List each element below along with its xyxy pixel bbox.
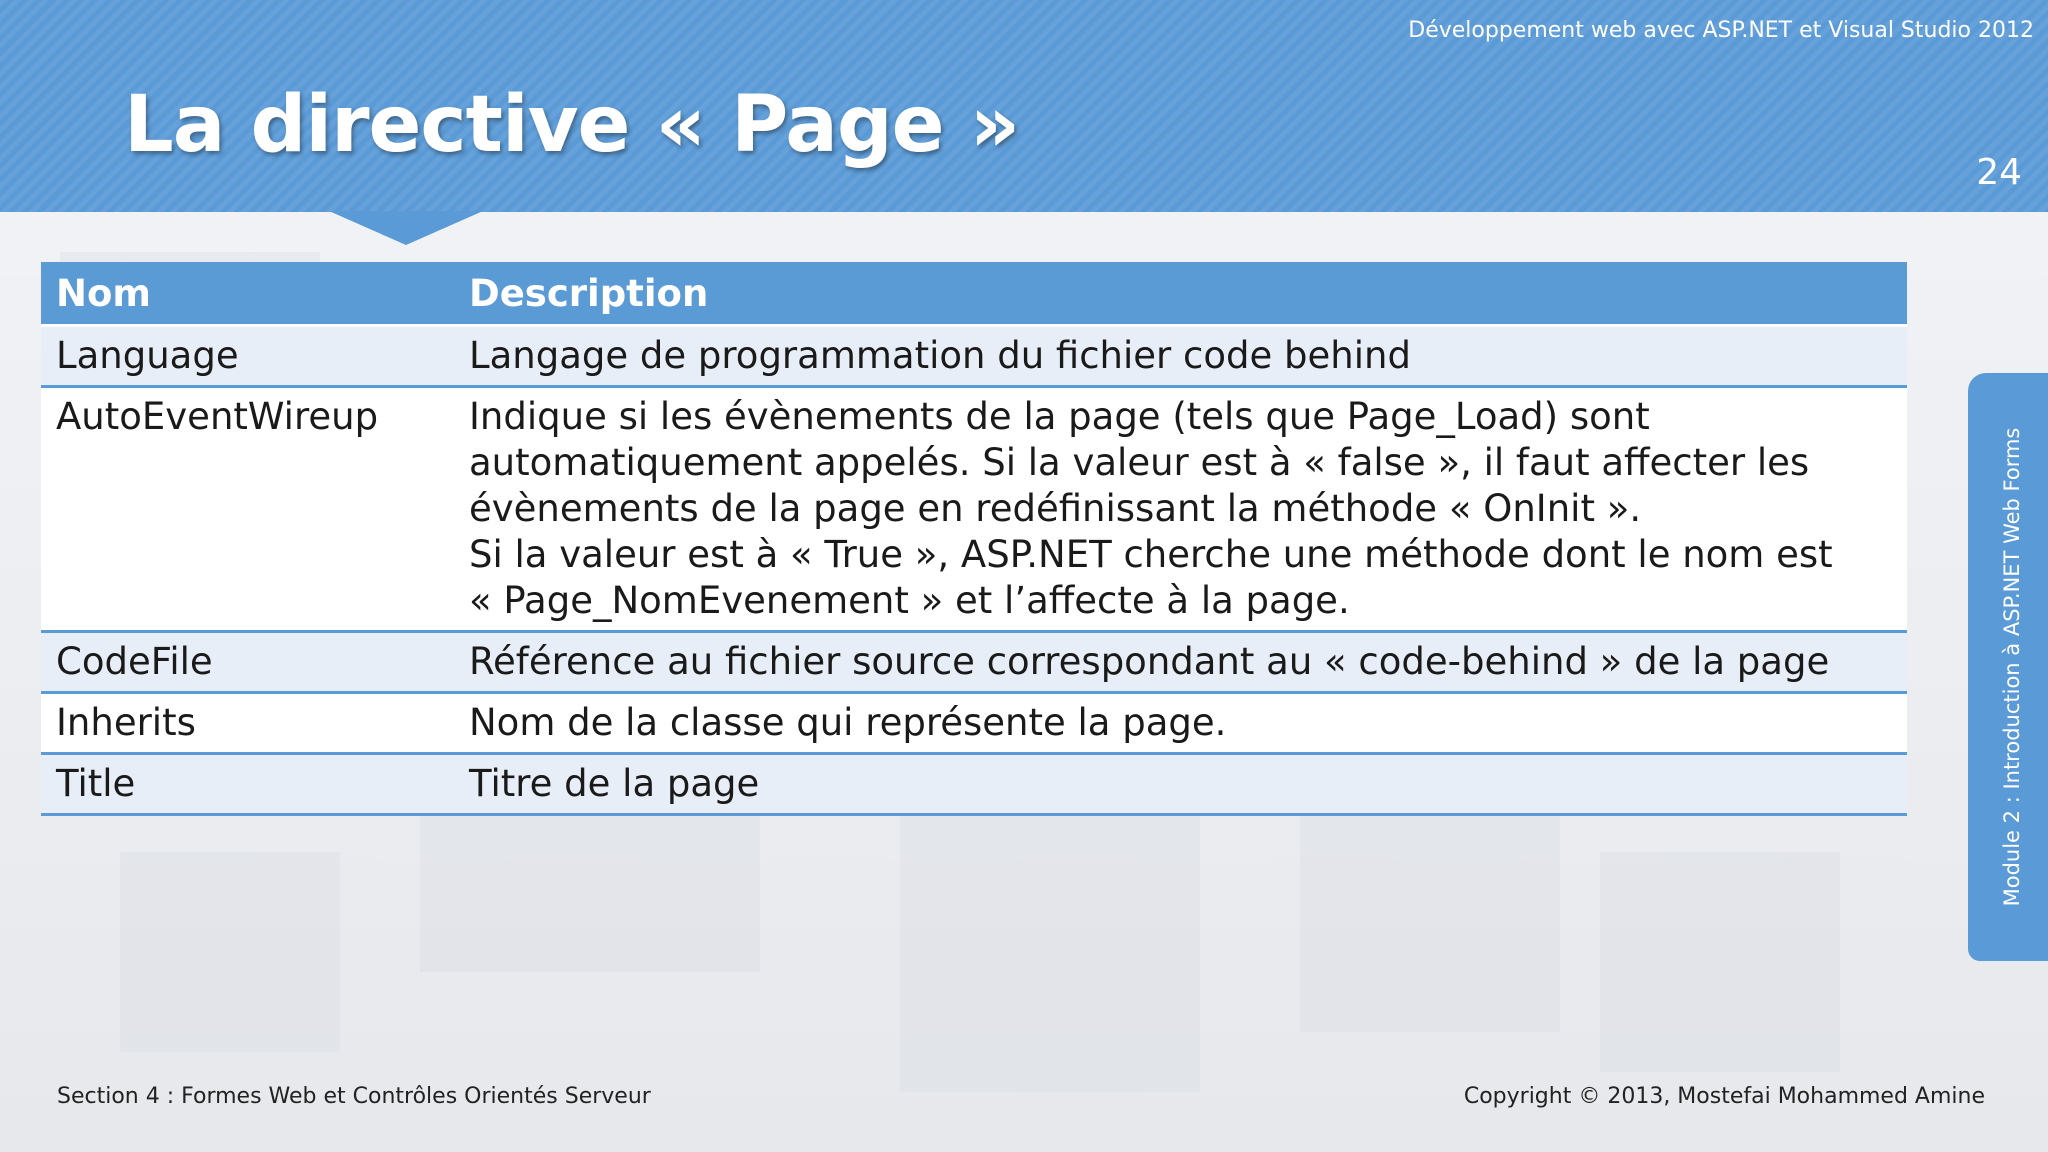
attribute-description bbox=[454, 754, 1907, 815]
table-row bbox=[41, 387, 1907, 632]
course-title: Développement web avec ASP.NET et Visual Studio 2012 bbox=[1408, 18, 2034, 43]
description-line: Si la valeur est à « True », ASP.NET cherche une méthode dont le nom est bbox=[469, 533, 1833, 576]
description-line: automatiquement appelés. Si la valeur est à « false », il faut affecter les bbox=[469, 441, 1810, 484]
description-line: Langage de programmation du fichier code behind bbox=[469, 334, 1411, 377]
attribute-description bbox=[454, 632, 1907, 693]
attribute-name: Language bbox=[41, 326, 454, 387]
description-line: évènements de la page en redéfinissant la méthode « OnInit ». bbox=[469, 487, 1642, 530]
table-row bbox=[41, 754, 1907, 815]
attribute-name: CodeFile bbox=[41, 632, 454, 693]
description-line: Référence au fichier source correspondant au « code-behind » de la page bbox=[469, 640, 1830, 683]
attribute-description bbox=[454, 326, 1907, 387]
column-header-description: Description bbox=[454, 262, 1907, 326]
description-line: Titre de la page bbox=[469, 762, 760, 805]
page-number: 24 bbox=[1976, 152, 2022, 193]
table-row bbox=[41, 326, 1907, 387]
footer-section-label: Section 4 : Formes Web et Contrôles Orientés Serveur bbox=[57, 1084, 651, 1109]
header-notch bbox=[329, 211, 483, 245]
attribute-description bbox=[454, 387, 1907, 632]
table-row bbox=[41, 693, 1907, 754]
footer-copyright: Copyright © 2013, Mostefai Mohammed Amine bbox=[1463, 1084, 1985, 1109]
attribute-name: Title bbox=[41, 754, 454, 815]
table-header-row bbox=[41, 262, 1907, 326]
attribute-name: Inherits bbox=[41, 693, 454, 754]
description-line: Indique si les évènements de la page (tels que Page_Load) sont bbox=[469, 395, 1650, 438]
attribute-description bbox=[454, 693, 1907, 754]
directive-table bbox=[41, 262, 1907, 816]
description-line: « Page_NomEvenement » et l’affecte à la page. bbox=[469, 579, 1350, 622]
table-row bbox=[41, 632, 1907, 693]
column-header-name: Nom bbox=[41, 262, 454, 326]
slide-title: La directive « Page » bbox=[124, 80, 1020, 170]
description-line: Nom de la classe qui représente la page. bbox=[469, 701, 1227, 744]
module-side-tab-label: Module 2 : Introduction à ASP.NET Web Forms bbox=[2000, 427, 2024, 907]
attribute-name: AutoEventWireup bbox=[41, 387, 454, 632]
